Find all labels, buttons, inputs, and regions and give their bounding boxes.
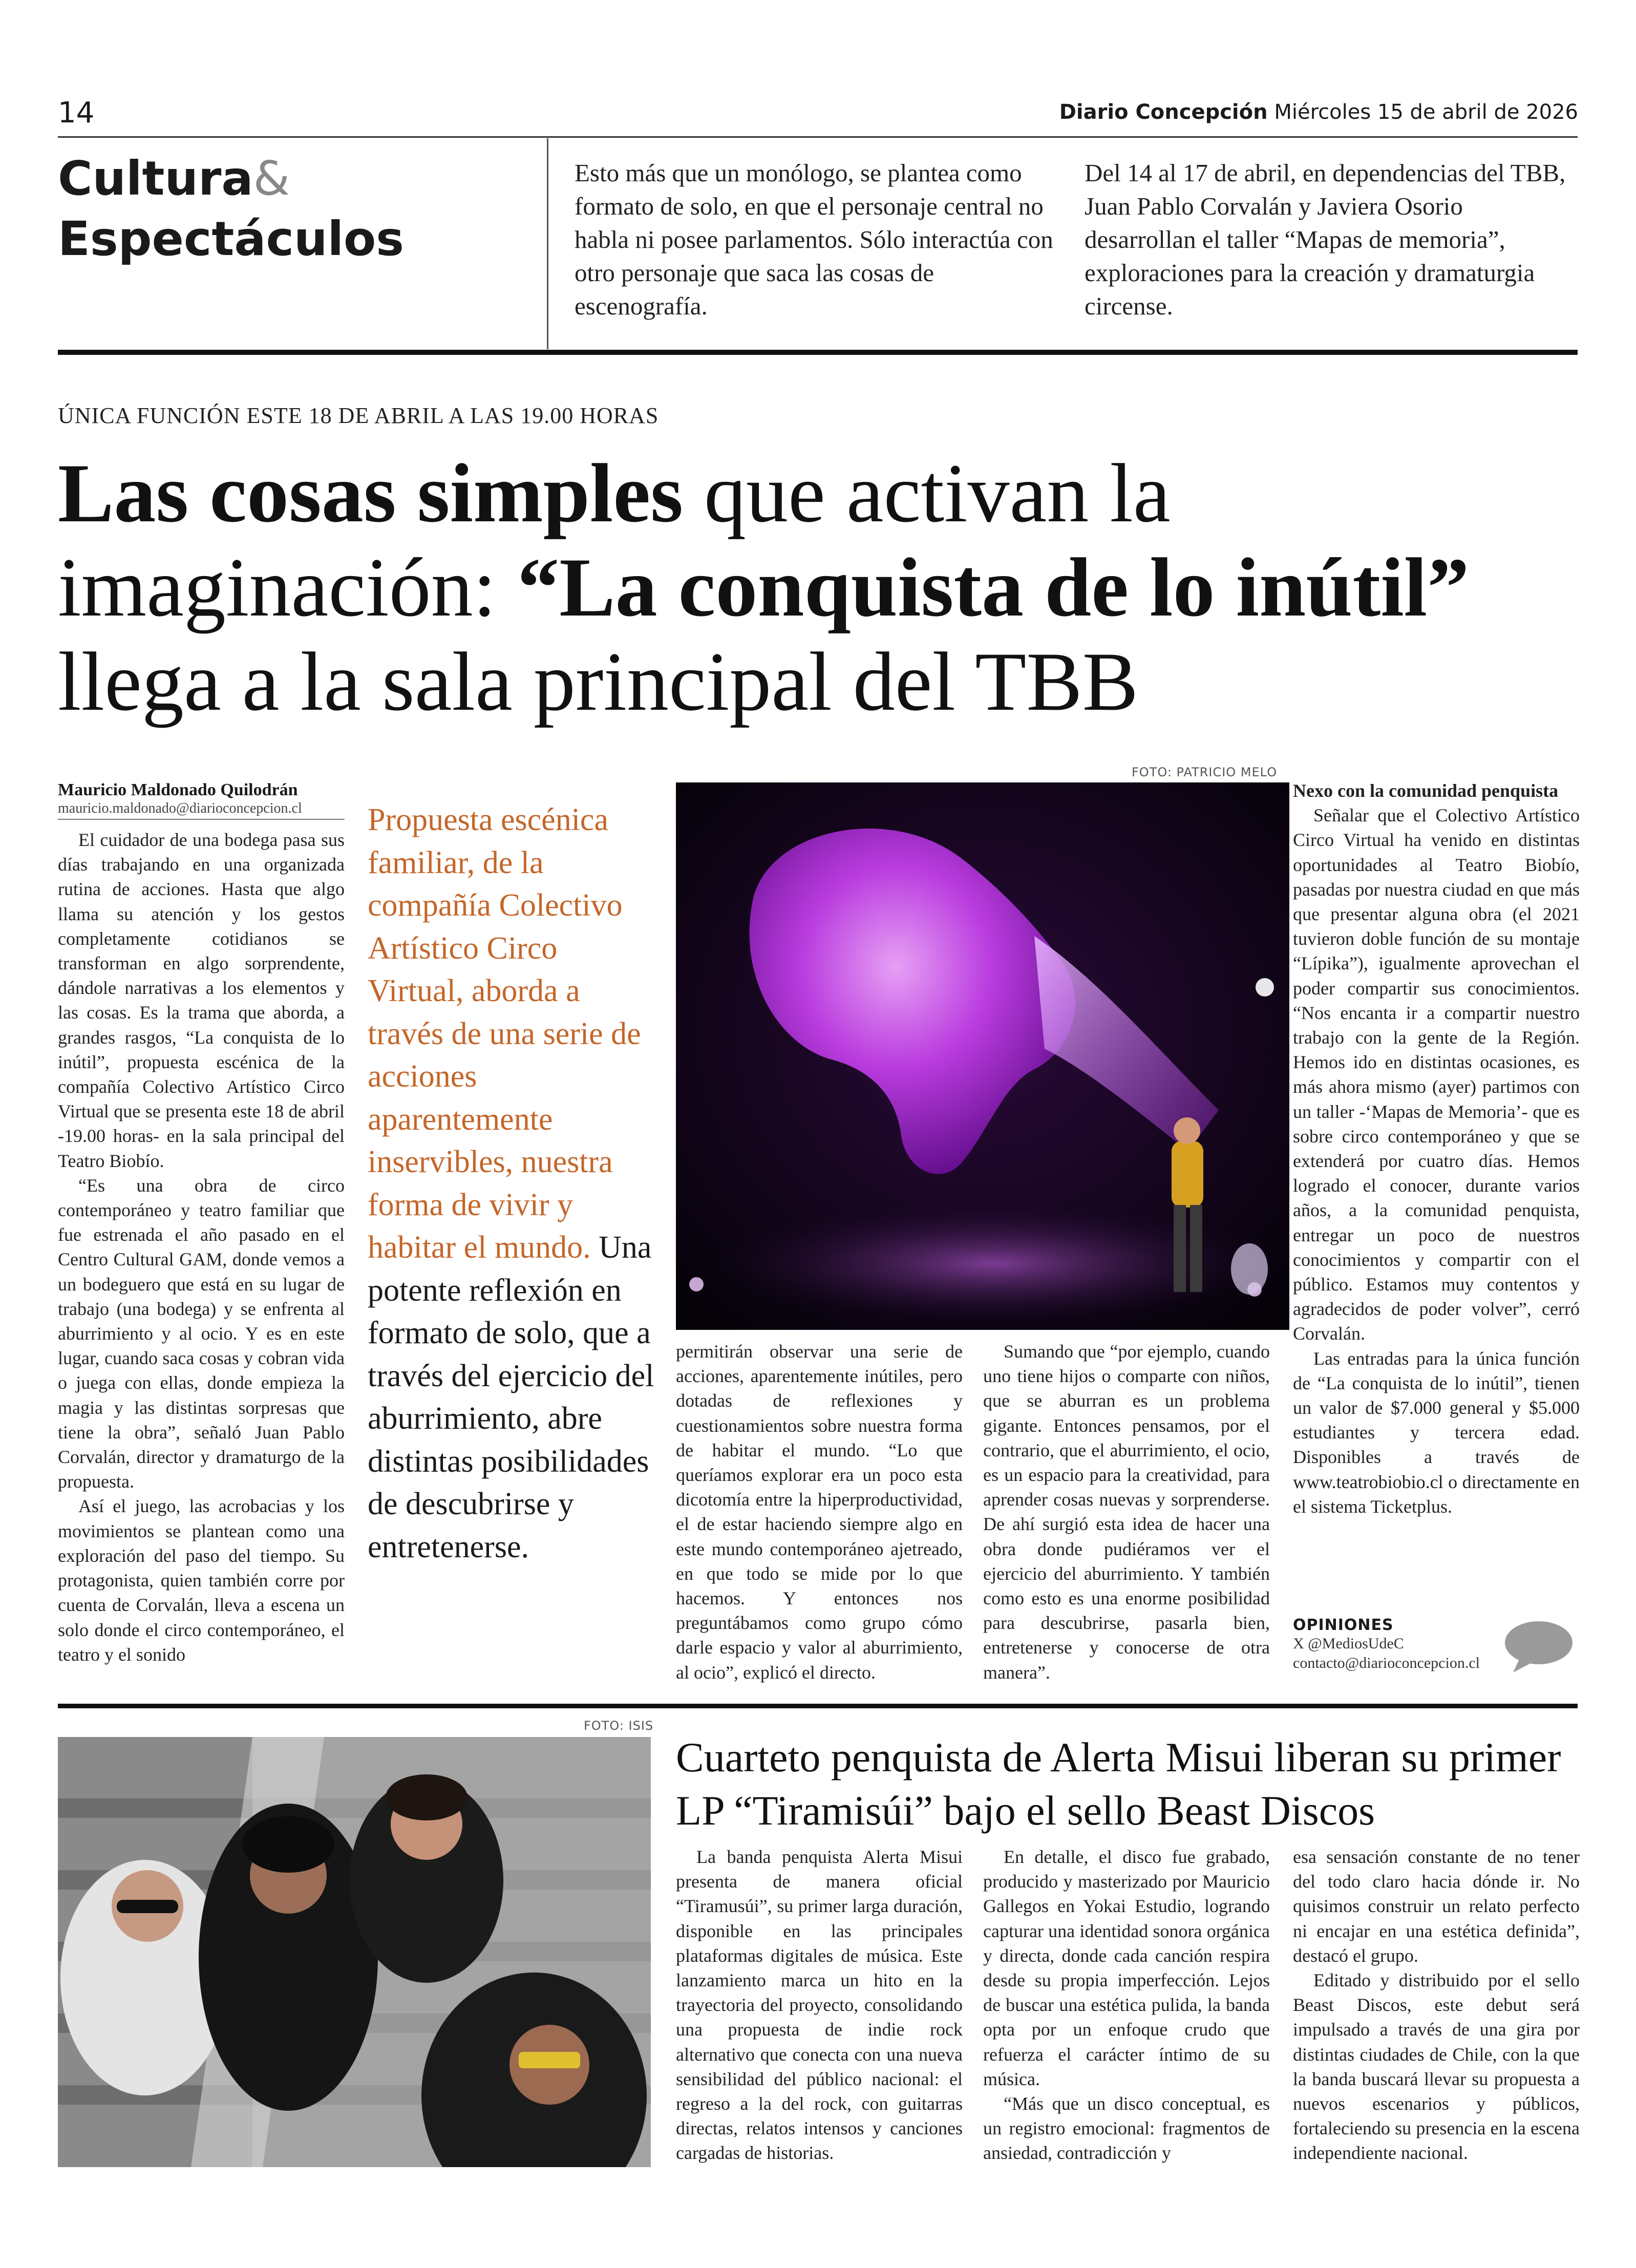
performance-photo-illustration <box>676 782 1289 1330</box>
section-ampersand: & <box>253 151 290 206</box>
section-title <box>58 149 534 269</box>
paragraph: “Más que un disco conceptual, es un registro emocional: fragmentos de ansiedad, contradicción y <box>983 2093 1270 2164</box>
teaser-1: Esto más que un monólogo, se plantea como formato de solo, en que el personaje central no habla ni posee parlamentos. Sólo interactúa con otro personaje que saca las cosas de escenografía. <box>575 159 1053 320</box>
paragraph: Las entradas para la única función de “La conquista de lo inútil”, tienen un valor de $7.000 general y $5.000 estudiantes y tercera edad. Disponibles a través de www.teatrobiobio.cl o directamente en el sistema Ticketplus. <box>1293 1348 1580 1517</box>
main-col-4 <box>983 1339 1270 1685</box>
page-number: 14 <box>58 96 95 130</box>
speech-bubble-icon <box>1503 1618 1575 1674</box>
pull-quote-highlight: Propuesta escénica familiar, de la compañía Colectivo Artístico Circo Virtual, aborda a través de una serie de acciones aparentemente inservibles, nuestra forma de vivir y habitar el mundo. <box>368 802 641 1265</box>
headline-normal-1: que activan la imaginación: <box>58 447 1171 634</box>
section-word-2: Espectáculos <box>58 211 404 266</box>
section-word-1: Cultura <box>58 151 253 206</box>
byline-rule <box>58 819 345 820</box>
kicker: ÚNICA FUNCIÓN ESTE 18 DE ABRIL A LAS 19.00 HORAS <box>58 403 659 428</box>
section-divider-rule <box>58 1704 1578 1708</box>
teaser-2: Del 14 al 17 de abril, en dependencias del TBB, Juan Pablo Corvalán y Javiera Osorio desarrollan el taller “Mapas de memoria”, exploraciones para la creación y dramaturgia circense. <box>1085 159 1566 320</box>
byline-email[interactable]: mauricio.maldonado@diarioconcepcion.cl <box>58 800 302 816</box>
headline <box>58 447 1584 729</box>
second-col-3 <box>1293 1845 1580 2166</box>
paragraph: El cuidador de una bodega pasa sus días trabajando en una organizada rutina de acciones. Hasta que algo llama su atención y los gestos completamente cotidianos se transforman en algo sorprendente, dándole narrativas a los elementos y las cosas. Es la trama que aborda, a grandes rasgos, “La conquista de lo inútil”, propuesta escénica de la compañía Colectivo Artístico Circo Virtual que se presenta este 18 de abril -19.00 horas- en la sala principal del Teatro Biobío. <box>58 830 345 1171</box>
opinions-handle[interactable]: X @MediosUdeC <box>1293 1635 1404 1652</box>
byline-name: Mauricio Maldonado Quilodrán <box>58 780 298 799</box>
second-col-1 <box>676 1845 963 2166</box>
main-col-5 <box>1293 778 1580 1519</box>
pull-quote <box>368 799 654 1568</box>
main-col-3 <box>676 1339 963 1685</box>
header-bottom-rule <box>58 350 1578 355</box>
headline-bold-1: Las cosas simples <box>58 447 684 540</box>
opinions-label: OPINIONES <box>1293 1616 1394 1634</box>
header-divider <box>547 138 548 349</box>
paper-name: Diario Concepción <box>1059 100 1268 124</box>
main-col-1 <box>58 828 345 1667</box>
photo-credit-2: FOTO: ISIS <box>584 1719 654 1733</box>
paragraph: La banda penquista Alerta Misui presenta de manera oficial “Tiramusúi”, su primer larga duración, disponible en las principales plataformas digitales de música. Este lanzamiento marca un hito en la trayectoria del proyecto, consolidando una propuesta de indie rock alternativo que conecta con una nueva sensibilidad del público nacional: el regreso a la del rock, con guitarras directas, relatos intensos y canciones cargadas de historias. <box>676 1847 963 2164</box>
band-photo-illustration <box>58 1737 651 2167</box>
paragraph: Editado y distribuido por el sello Beast Discos, este debut será impulsado a través de una gira por distintas ciudades de Chile, con la que la banda buscará llevar su propuesta a nuevos escenarios y públicos, fortaleciendo su presencia en la escena independiente nacional. <box>1293 1970 1580 2164</box>
subheading: Nexo con la comunidad penquista <box>1293 780 1559 801</box>
headline-normal-2: llega a la sala principal del TBB <box>58 635 1139 728</box>
paragraph: permitirán observar una serie de acciones, aparentemente inútiles, pero dotadas de reflexiones y cuestionamientos sobre nuestra forma de habitar el mundo. “Lo que queríamos explorar era un poco esta dicotomía entre la hiperproductividad, el de estar haciendo siempre algo en este mundo contemporáneo ajetreado, en que todo se mide por lo que hacemos. Y entonces nos preguntábamos como grupo cómo darle espacio y valor al aburrimiento, al ocio”, explicó el directo. <box>676 1341 963 1683</box>
issue-date: Miércoles 15 de abril de 2026 <box>1274 100 1578 124</box>
top-rule <box>58 136 1578 138</box>
paragraph: “Es una obra de circo contemporáneo y teatro familiar que fue estrenada el año pasado en el Centro Cultural GAM, donde vemos a un bodeguero que está en su lugar de trabajo (una bodega) y se enfrenta al aburrimiento y al ocio. Y es en este lugar, cuando saca cosas y cobran vida o juega con ellas, donde empieza la magia y las distintas sorpresas que tiene la obra”, señaló Juan Pablo Corvalán, director y dramaturgo de la propuesta. <box>58 1175 345 1492</box>
headline-bold-2: “La conquista de lo inútil” <box>517 541 1470 634</box>
masthead <box>1059 100 1578 124</box>
second-col-2 <box>983 1845 1270 2166</box>
paragraph: En detalle, el disco fue grabado, producido y masterizado por Mauricio Gallegos en Yokai Estudio, logrando capturar una identidad sonora orgánica y directa, donde cada canción respira desde su propia imperfección. Lejos de buscar una estética pulida, la banda opta por un enfoque crudo que refuerza el carácter íntimo de su música. <box>983 1847 1270 2089</box>
paragraph: Señalar que el Colectivo Artístico Circo Virtual ha venido en distintas oportunidades al Teatro Biobío, pasadas por nuestra ciudad en que más que presentar alguna obra (el 2021 tuvieron doble función de su montaje “Lípika”), igualmente aprovechan el poder compartir sus conocimientos. “Nos encanta ir a compartir nuestro trabajo con la gente de la Región. Hemos ido en distintas ocasiones, es más ahora mismo (ayer) partimos con un taller -‘Mapas de Memoria’- que es sobre circo contemporáneo y que se extenderá por cuatro días. Hemos logrado el conocer, durante varios años, a la comunidad penquista, entregar un poco de nuestros conocimientos y compartir con el público. Estamos muy contentos y agradecidos de poder volver”, cerró Corvalán. <box>1293 805 1580 1344</box>
opinions-email[interactable]: contacto@diarioconcepcion.cl <box>1293 1655 1480 1671</box>
paragraph: Sumando que “por ejemplo, cuando uno tiene hijos o comparte con niños, que se aburran es un problema gigante. Entonces pensamos, por el contrario, que el aburrimiento, el ocio, es un espacio para la creatividad, para aprender cosas nuevas y sorprenderse. De ahí surgió esta idea de hacer una obra donde pudiéramos ver el ejercicio del aburrimiento. Y también como esto es una enorme posibilidad para descubrirse, pasarla bien, entretenerse y conocerse de otra manera”. <box>983 1341 1270 1683</box>
second-headline: Cuarteto penquista de Alerta Misui liberan su primer LP “Tiramisúi” bajo el sello Beast Discos <box>676 1734 1561 1834</box>
pull-quote-rest: Una potente reflexión en formato de solo, que a través del ejercicio del aburrimiento, abre distintas posibilidades de descubrirse y entretenerse. <box>368 1230 654 1564</box>
band-photo <box>58 1737 651 2167</box>
photo-credit: FOTO: PATRICIO MELO <box>1132 765 1278 779</box>
paragraph: esa sensación constante de no tener del todo claro hacia dónde ir. No quisimos construir un relato perfecto ni encajar en una estética definida”, destacó el grupo. <box>1293 1847 1580 1966</box>
performance-photo <box>676 782 1289 1330</box>
paragraph: Así el juego, las acrobacias y los movimientos se plantean como una exploración del paso del tiempo. Su protagonista, quien también corre por cuenta de Corvalán, lleva a escena un solo donde el circo contemporáneo, el teatro y el sonido <box>58 1496 345 1665</box>
